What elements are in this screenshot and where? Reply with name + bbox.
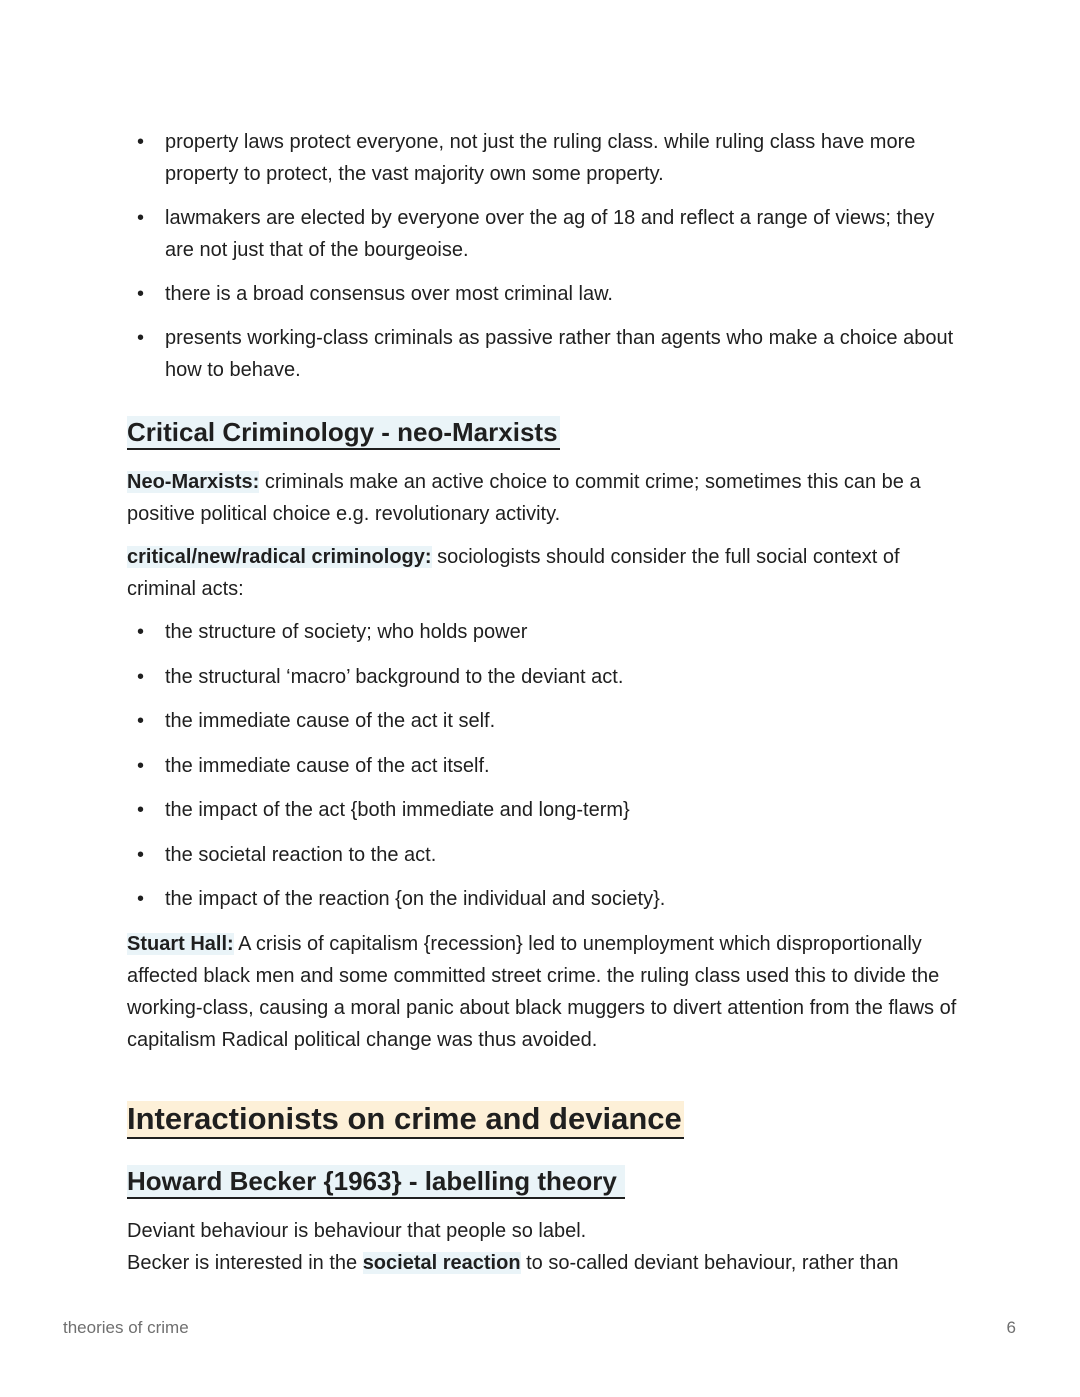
list-item: • there is a broad consensus over most criminal law. [127,278,957,310]
interactionists-heading: Interactionists on crime and deviance [127,1101,684,1139]
becker-paragraph [127,1215,957,1279]
criticism-list [127,126,957,386]
list-item: • lawmakers are elected by everyone over the ag of 18 and reflect a range of views; they are not just that of the bourgeoise. [127,202,957,266]
page-content [127,124,957,1279]
stuart-hall-paragraph [127,928,957,1056]
footer-document-title: theories of crime [63,1318,189,1337]
becker-line-2-start: Becker is interested in the [127,1251,363,1274]
list-item: • presents working-class criminals as passive rather than agents who make a choice about how to behave. [127,322,957,386]
list-item: • the impact of the act {both immediate and long-term} [127,794,957,826]
list-item: • the immediate cause of the act itself. [127,750,957,782]
stuart-hall-text: A crisis of capitalism {recession} led to unemployment which disproportionally affected black men and some committed street crime. the ruling class used this to divide the working-class, causing a moral panic about black muggers to divert attention from the flaws of capitalism Radical political change was thus avoided. [127,932,957,1051]
neo-marxists-term: Neo-Marxists: [127,471,260,493]
list-item: • the structure of society; who holds power [127,616,957,648]
list-item: • the societal reaction to the act. [127,839,957,871]
list-item: • property laws protect everyone, not just the ruling class. while ruling class have more property to protect, the vast majority own some property. [127,126,957,190]
neo-marxists-paragraph [127,466,957,530]
critical-criminology-term: critical/new/radical criminology: [127,546,432,568]
societal-reaction-term: societal reaction [362,1251,521,1274]
list-item: • the structural ‘macro’ background to the deviant act. [127,661,957,693]
critical-criminology-heading: Critical Criminology - neo-Marxists [127,416,560,450]
critical-criminology-paragraph [127,541,957,605]
social-context-list [127,616,957,915]
becker-line-1: Deviant behaviour is behaviour that people so label. [127,1219,587,1242]
stuart-hall-term: Stuart Hall: [127,932,234,955]
neo-marxists-text: criminals make an active choice to commit crime; sometimes this can be a positive political choice e.g. revolutionary activity. [127,471,921,525]
footer-page-number: 6 [1006,1318,1016,1337]
becker-heading: Howard Becker {1963} - labelling theory [127,1165,625,1199]
list-item: • the impact of the reaction {on the individual and society}. [127,883,957,915]
list-item: • the immediate cause of the act it self. [127,705,957,737]
critical-criminology-text: sociologists should consider the full social context of criminal acts: [127,546,900,600]
becker-line-2-end: to so-called deviant behaviour, rather than [520,1251,899,1274]
